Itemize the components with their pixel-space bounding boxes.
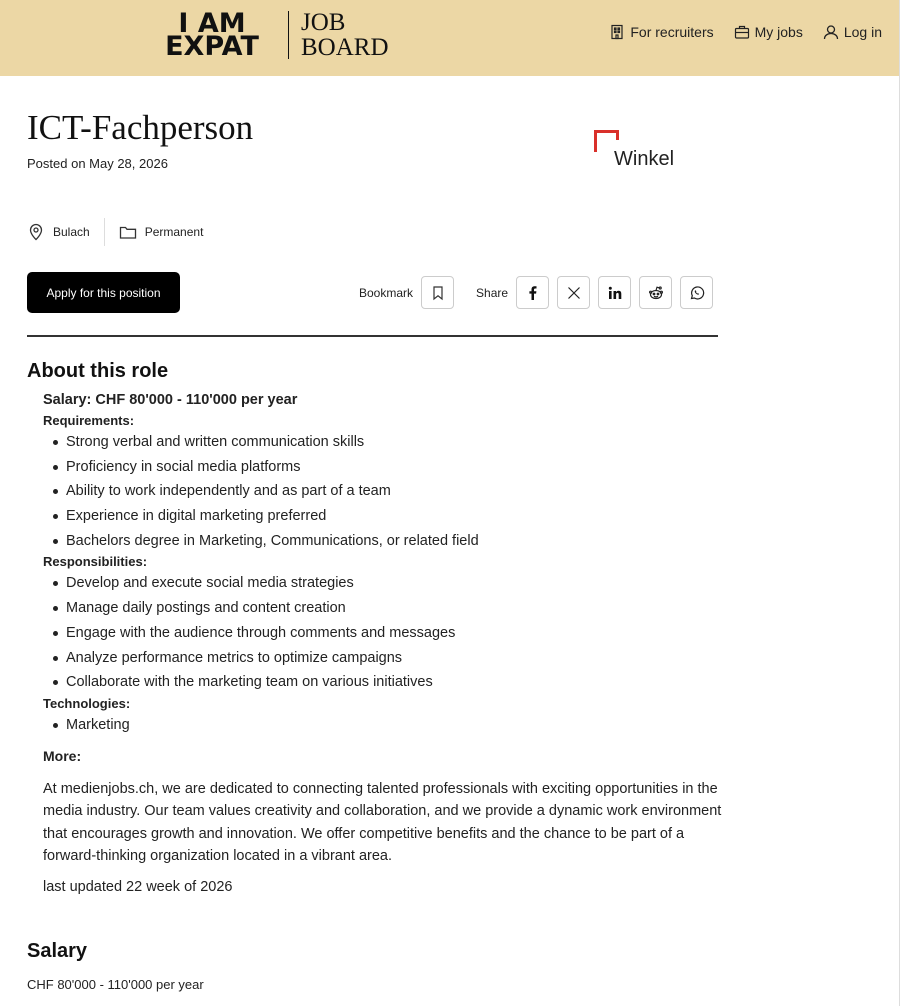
role-description (43, 392, 723, 895)
log-in-link[interactable] (823, 24, 882, 40)
technologies-heading: Technologies: (43, 695, 131, 711)
folder-icon (119, 223, 137, 241)
job-title: ICT-Fachperson (27, 108, 254, 147)
list-item: Strong verbal and written communication skills (51, 430, 723, 455)
user-icon (823, 24, 839, 40)
company-name: Winkel (614, 148, 675, 170)
list-item: Collaborate with the marketing team on various initiatives (51, 670, 723, 695)
board-line1: JOB (301, 9, 346, 36)
salary-line: Salary: CHF 80'000 - 110'000 per year (43, 392, 298, 408)
share-whatsapp-button[interactable] (680, 276, 713, 309)
site-header (0, 0, 900, 76)
share-facebook-button[interactable] (516, 276, 549, 309)
share-reddit-button[interactable] (639, 276, 672, 309)
board-line2: BOARD (301, 34, 389, 61)
my-jobs-link[interactable] (734, 24, 803, 40)
list-item: Engage with the audience through comments and messages (51, 621, 723, 646)
list-item: Analyze performance metrics to optimize campaigns (51, 646, 723, 671)
site-logo[interactable] (152, 10, 389, 60)
location-pin-icon (27, 223, 45, 241)
bookmark-label: Bookmark (359, 285, 414, 300)
iamexpat-logo (152, 8, 272, 62)
linkedin-icon (607, 285, 623, 301)
company-description: At medienjobs.ch, we are dedicated to connecting talented professionals with exciting opportunities in the media industry. Our team values creativity and collaboration, and we provide a dynamic work environment that encourages growth and innovation. We offer competitive benefits and the chance to be part of a forward-thinking organization located in a vibrant area. (43, 780, 722, 865)
apply-button[interactable]: Apply for this position (27, 272, 180, 313)
my-jobs-label: My jobs (754, 24, 803, 40)
salary-heading: Salary (27, 940, 88, 962)
logo-divider (288, 11, 289, 59)
logo-line1: I AM (178, 8, 246, 39)
top-nav (609, 24, 882, 40)
list-item: Manage daily postings and content creation (51, 596, 723, 621)
section-divider (27, 335, 718, 337)
job-actions (359, 276, 713, 309)
job-type (119, 223, 204, 241)
share-x-button[interactable] (557, 276, 590, 309)
for-recruiters-link[interactable] (609, 24, 713, 40)
share-label: Share (476, 285, 509, 300)
responsibilities-heading: Responsibilities: (43, 554, 148, 570)
list-item: Proficiency in social media platforms (51, 455, 723, 480)
reddit-icon (648, 285, 664, 301)
bookmark-icon (430, 285, 446, 301)
share-buttons (516, 276, 713, 309)
logo-line2: EXPAT (165, 31, 259, 62)
requirements-heading: Requirements: (43, 413, 135, 428)
for-recruiters-label: For recruiters (630, 24, 714, 40)
x-icon (566, 285, 582, 301)
job-location (27, 223, 90, 241)
responsibilities-list (51, 571, 723, 694)
building-icon (609, 24, 625, 40)
meta-divider (104, 218, 105, 246)
bookmark-button[interactable] (421, 276, 454, 309)
whatsapp-icon (689, 285, 705, 301)
more-heading: More: (43, 747, 82, 764)
requirements-list (51, 430, 723, 553)
location-label: Bulach (53, 225, 90, 239)
list-item: Develop and execute social media strategies (51, 571, 723, 596)
log-in-label: Log in (843, 24, 882, 40)
salary-value: CHF 80'000 - 110'000 per year (27, 977, 204, 992)
job-type-label: Permanent (144, 225, 204, 239)
job-board-logo (301, 10, 389, 60)
list-item: Experience in digital marketing preferred (51, 504, 723, 529)
job-meta (27, 218, 203, 246)
list-item: Ability to work independently and as part of a team (51, 479, 723, 504)
company-logo-mark (594, 130, 616, 152)
list-item: Marketing (51, 713, 723, 738)
briefcase-icon (734, 24, 750, 40)
share-linkedin-button[interactable] (598, 276, 631, 309)
about-heading: About this role (27, 360, 169, 382)
list-item: Bachelors degree in Marketing, Communications, or related field (51, 529, 723, 554)
facebook-icon (525, 285, 541, 301)
last-updated: last updated 22 week of 2026 (43, 878, 233, 895)
technologies-list (51, 713, 723, 738)
company-logo[interactable] (592, 126, 682, 171)
posted-date: Posted on May 28, 2026 (27, 156, 168, 171)
